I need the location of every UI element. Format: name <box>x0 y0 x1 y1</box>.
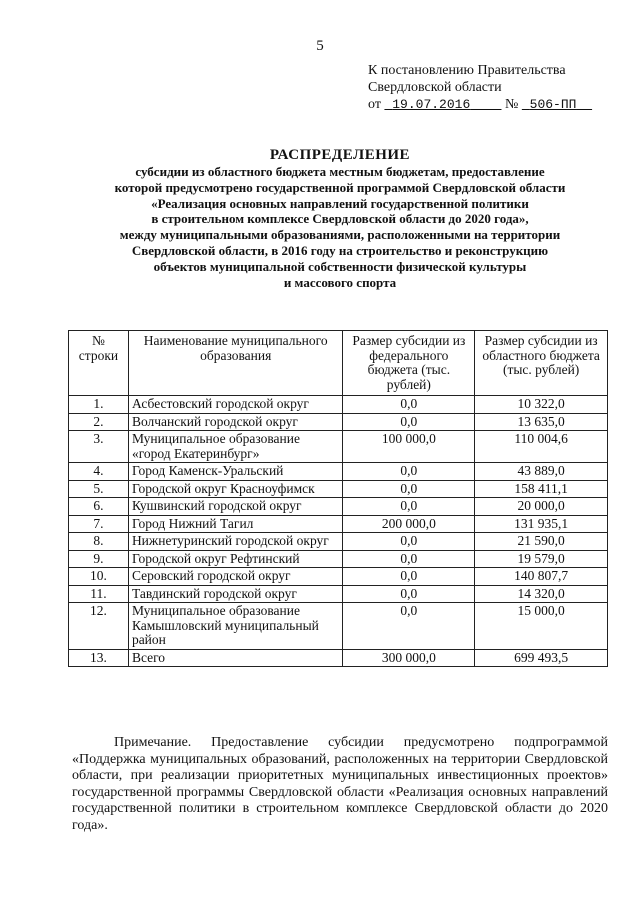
row-number-cell: 10. <box>69 568 129 586</box>
subtitle-line: объектов муниципальной собственности физической культуры <box>153 258 527 274</box>
note <box>72 735 608 835</box>
row-number-cell: 8. <box>69 533 129 551</box>
federal-subsidy-cell: 0,0 <box>343 498 475 516</box>
municipality-cell: Тавдинский городской округ <box>128 585 343 603</box>
row-number-cell: 4. <box>69 463 129 481</box>
header-row-number: № строки <box>69 331 129 396</box>
row-number-cell: 1. <box>69 396 129 414</box>
subtitle-line: и массового спорта <box>283 274 397 290</box>
header-line-2: Свердловской области <box>368 80 502 95</box>
federal-subsidy-cell: 0,0 <box>343 480 475 498</box>
regional-subsidy-cell: 10 322,0 <box>475 396 608 414</box>
regional-subsidy-cell: 20 000,0 <box>475 498 608 516</box>
subtitle-line: между муниципальными образованиями, расположенными на территории <box>119 227 561 243</box>
municipality-cell: Город Нижний Тагил <box>128 515 343 533</box>
row-number-cell: 2. <box>69 413 129 431</box>
federal-subsidy-cell: 0,0 <box>343 396 475 414</box>
municipality-cell: Нижнетуринский городской округ <box>128 533 343 551</box>
municipality-cell: Волчанский городской округ <box>128 413 343 431</box>
table-row <box>69 480 608 498</box>
federal-subsidy-cell: 100 000,0 <box>343 431 475 463</box>
regional-subsidy-cell: 19 579,0 <box>475 550 608 568</box>
subsidy-table <box>68 330 608 667</box>
page-number: 5 <box>316 38 324 54</box>
row-number-cell: 9. <box>69 550 129 568</box>
row-number-cell: 3. <box>69 431 129 463</box>
table-row <box>69 396 608 414</box>
municipality-cell: Городской округ Рефтинский <box>128 550 343 568</box>
regional-subsidy-cell: 131 935,1 <box>475 515 608 533</box>
document-subtitle <box>40 164 640 290</box>
regional-subsidy-cell: 110 004,6 <box>475 431 608 463</box>
regional-subsidy-cell: 14 320,0 <box>475 585 608 603</box>
regional-subsidy-cell: 140 807,7 <box>475 568 608 586</box>
table-row <box>69 585 608 603</box>
federal-subsidy-cell: 0,0 <box>343 550 475 568</box>
table-row <box>69 550 608 568</box>
municipality-cell: Асбестовский городской округ <box>128 396 343 414</box>
table-row <box>69 603 608 650</box>
table-row <box>69 568 608 586</box>
subtitle-line: Свердловской области, в 2016 году на строительство и реконструкцию <box>131 242 549 258</box>
regional-subsidy-cell: 21 590,0 <box>475 533 608 551</box>
table-row <box>69 431 608 463</box>
table-row <box>69 533 608 551</box>
municipality-cell: Серовский городской округ <box>128 568 343 586</box>
subtitle-line: субсидии из областного бюджета местным бюджетам, предоставление <box>135 164 545 179</box>
from-label: от <box>368 97 381 112</box>
number-label: № <box>504 97 519 112</box>
document-title: РАСПРЕДЕЛЕНИЕ <box>269 147 411 163</box>
row-number-cell: 12. <box>69 603 129 650</box>
federal-subsidy-cell: 300 000,0 <box>343 649 475 667</box>
federal-subsidy-cell: 0,0 <box>343 585 475 603</box>
document-date: 19.07.2016 <box>392 97 471 112</box>
table-row <box>69 649 608 667</box>
table-row <box>69 498 608 516</box>
table-row <box>69 413 608 431</box>
subtitle-line: которой предусмотрено государственной программой Свердловской области <box>114 179 566 195</box>
table-row <box>69 515 608 533</box>
regional-subsidy-cell: 15 000,0 <box>475 603 608 650</box>
row-number-cell: 5. <box>69 480 129 498</box>
note-body: «Поддержка муниципальных образований, расположенных на территории Свердловской области, при реализации приоритетных муниципальных инвестиционных проектов» государственной программы Свердловской области «Реализация основных направлений государственной политики в строительном комплексе Свердловской области до 2020 года». <box>72 751 608 833</box>
federal-subsidy-cell: 0,0 <box>343 603 475 650</box>
subtitle-line: «Реализация основных направлений государственной политики <box>151 195 529 211</box>
federal-subsidy-cell: 0,0 <box>343 533 475 551</box>
regional-subsidy-cell: 13 635,0 <box>475 413 608 431</box>
regional-subsidy-cell: 158 411,1 <box>475 480 608 498</box>
regional-subsidy-cell: 699 493,5 <box>475 649 608 667</box>
municipality-cell: Город Каменск-Уральский <box>128 463 343 481</box>
federal-subsidy-cell: 0,0 <box>343 568 475 586</box>
municipality-cell: Муниципальное образование Камышловский муниципальный район <box>128 603 343 650</box>
document-number: 506-ПП <box>529 97 577 112</box>
header-regional-subsidy: Размер субсидии из областного бюджета (тыс. рублей) <box>475 331 608 396</box>
federal-subsidy-cell: 0,0 <box>343 413 475 431</box>
federal-subsidy-cell: 200 000,0 <box>343 515 475 533</box>
row-number-cell: 6. <box>69 498 129 516</box>
header-federal-subsidy: Размер субсидии из федерального бюджета (тыс. рублей) <box>343 331 475 396</box>
approval-header <box>368 62 592 113</box>
header-date-line <box>368 96 592 113</box>
municipality-cell: Муниципальное образование «город Екатеринбург» <box>128 431 343 463</box>
header-municipality: Наименование муниципального образования <box>128 331 343 396</box>
table-header-row <box>69 331 608 396</box>
subtitle-line: в строительном комплексе Свердловской области до 2020 года», <box>151 211 529 227</box>
regional-subsidy-cell: 43 889,0 <box>475 463 608 481</box>
municipality-cell: Кушвинский городской округ <box>128 498 343 516</box>
federal-subsidy-cell: 0,0 <box>343 463 475 481</box>
header-line-1: К постановлению Правительства <box>368 63 566 78</box>
row-number-cell: 7. <box>69 515 129 533</box>
row-number-cell: 11. <box>69 585 129 603</box>
document-title-block <box>40 146 640 290</box>
municipality-cell: Всего <box>128 649 343 667</box>
municipality-cell: Городской округ Красноуфимск <box>128 480 343 498</box>
row-number-cell: 13. <box>69 649 129 667</box>
note-first-line: Примечание. Предоставление субсидии предусмотрено подпрограммой <box>114 735 608 750</box>
table-row <box>69 463 608 481</box>
